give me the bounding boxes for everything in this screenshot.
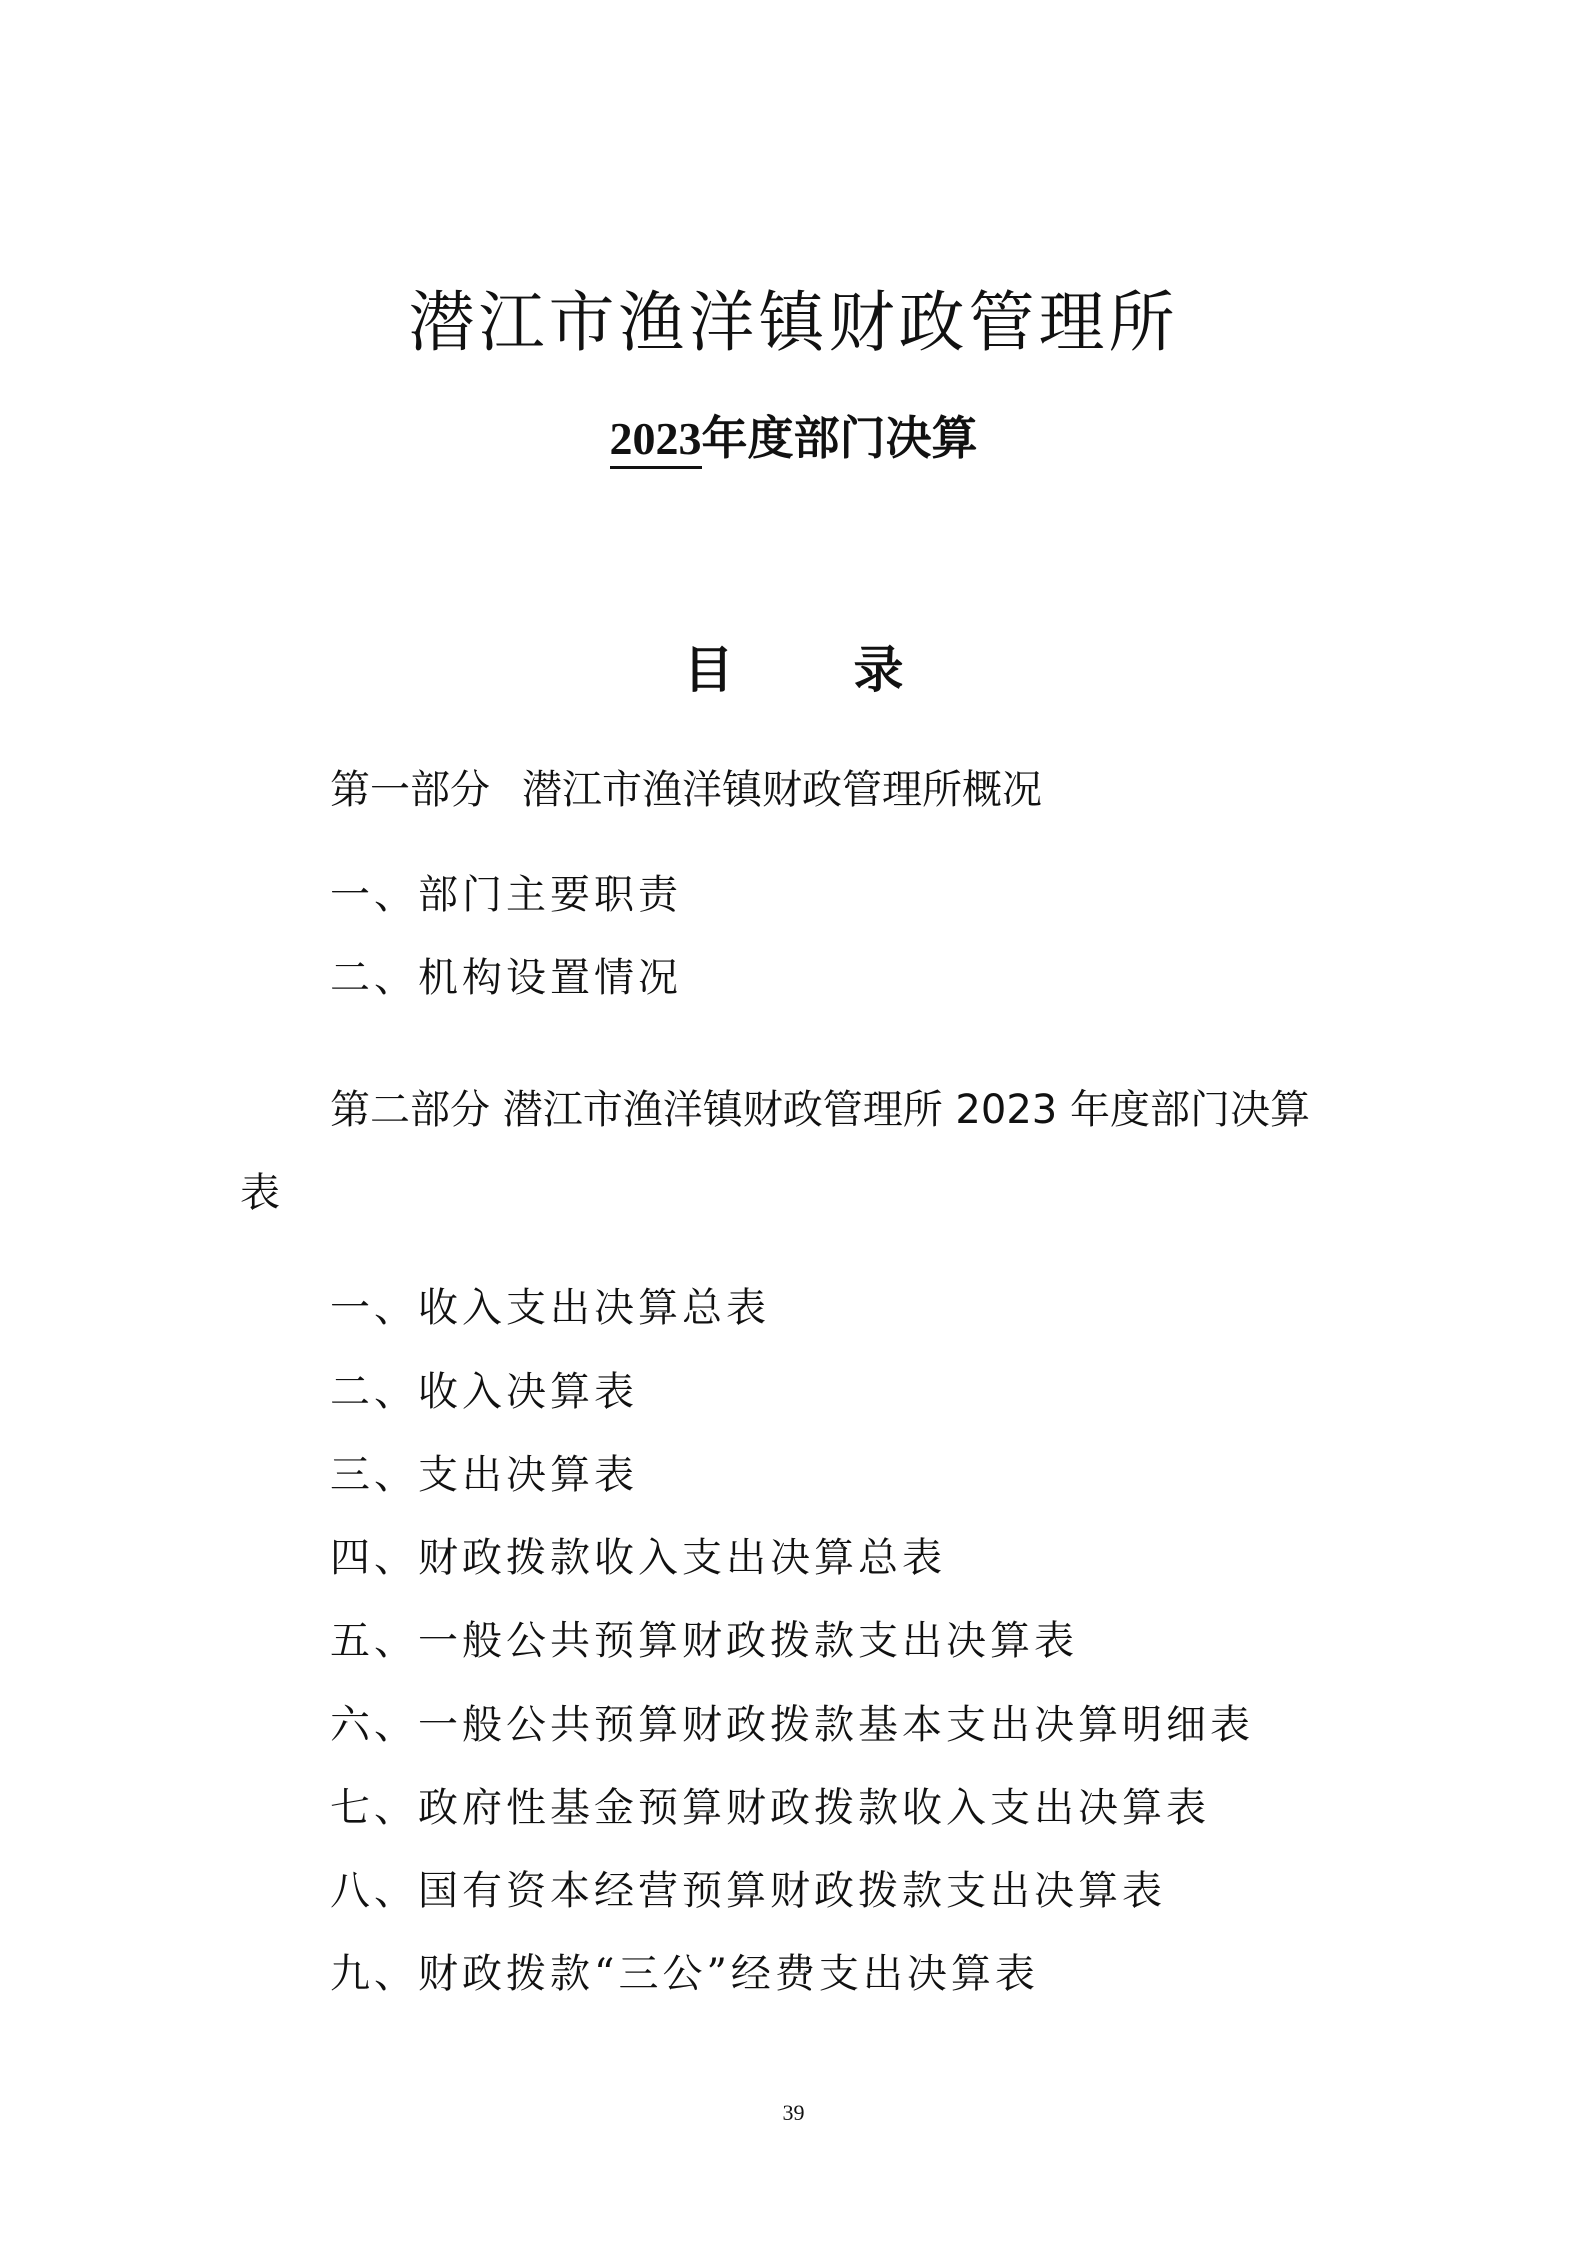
toc-item: 二、机构设置情况 (330, 955, 682, 1001)
toc-item: 二、收入决算表 (330, 1369, 638, 1415)
part1-label: 第一部分 (330, 767, 490, 813)
toc-title (0, 640, 1587, 699)
toc-item: 三、支出决算表 (330, 1452, 638, 1498)
part2-heading-wrap: 表 (240, 1170, 280, 1216)
toc-item: 一、部门主要职责 (330, 872, 682, 918)
toc-item: 一、收入支出决算总表 (330, 1285, 770, 1331)
toc-item: 五、一般公共预算财政拨款支出决算表 (330, 1618, 1078, 1664)
toc-item: 八、国有资本经营预算财政拨款支出决算表 (330, 1868, 1166, 1914)
toc-title-char-2: 录 (853, 640, 904, 699)
subtitle-year: 2023 (610, 416, 702, 469)
part1-heading (330, 767, 1042, 813)
subtitle-text: 年度部门决算 (701, 411, 978, 465)
part2-heading: 第二部分 潜江市渔洋镇财政管理所 2023 年度部门决算 (330, 1087, 1310, 1133)
toc-item: 七、政府性基金预算财政拨款收入支出决算表 (330, 1785, 1210, 1831)
document-subtitle (0, 411, 1587, 469)
toc-item: 四、财政拨款收入支出决算总表 (330, 1535, 946, 1581)
toc-title-char-1: 目 (683, 640, 734, 699)
part1-name: 潜江市渔洋镇财政管理所概况 (522, 767, 1042, 813)
toc-item: 九、财政拨款“三公”经费支出决算表 (330, 1951, 1039, 1997)
page-number: 39 (782, 2100, 805, 2125)
document-title: 潜江市渔洋镇财政管理所 (408, 284, 1179, 361)
toc-item: 六、一般公共预算财政拨款基本支出决算明细表 (330, 1702, 1254, 1748)
